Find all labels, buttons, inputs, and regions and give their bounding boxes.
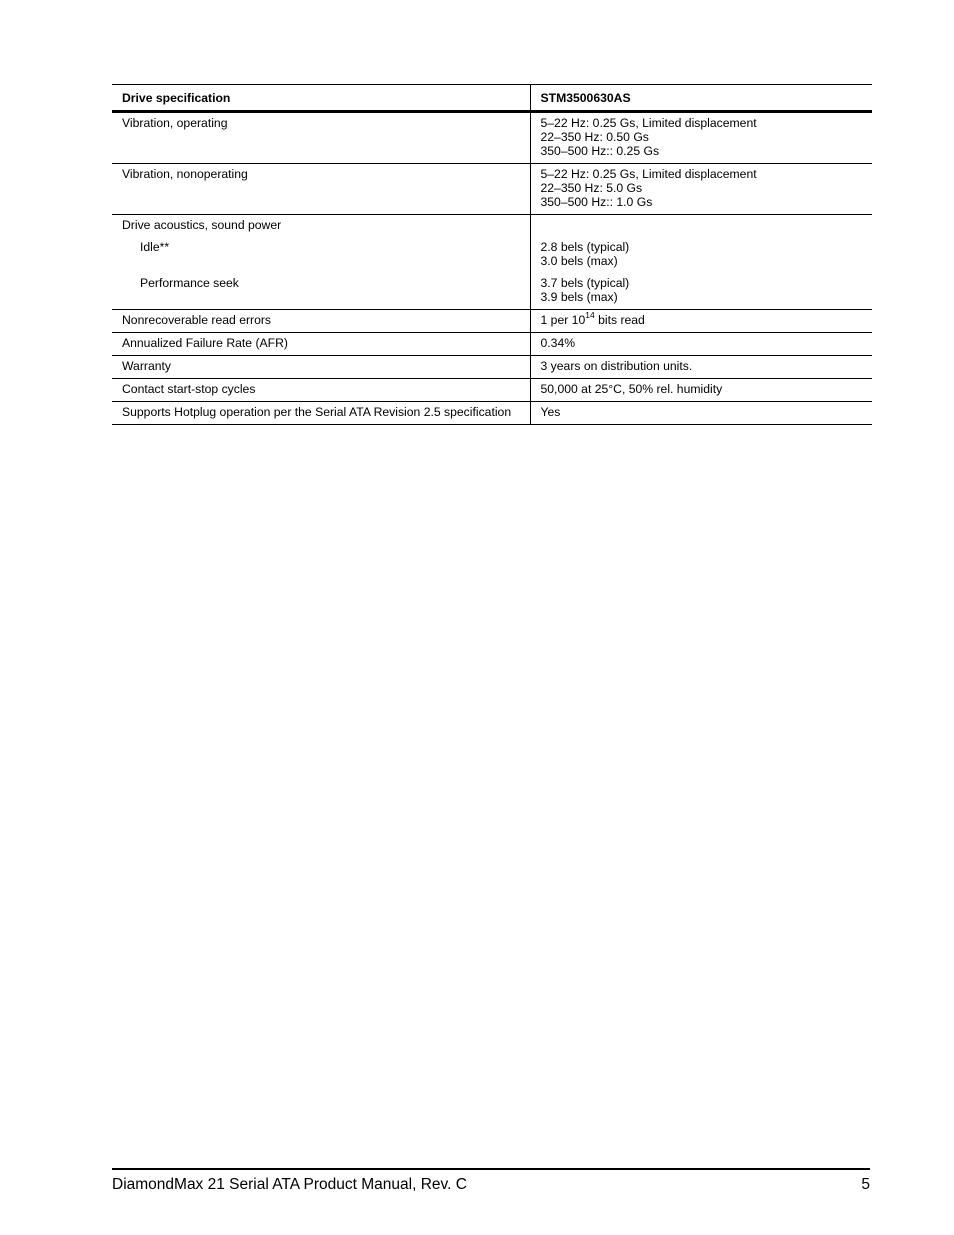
row-value-warranty: 3 years on distribution units. bbox=[530, 356, 872, 379]
row-value-vibration-nonoperating bbox=[530, 164, 872, 215]
row-value-hotplug: Yes bbox=[530, 402, 872, 425]
row-value-afr: 0.34% bbox=[530, 333, 872, 356]
table-row bbox=[112, 356, 872, 379]
value-line: 3.0 bels (max) bbox=[540, 254, 618, 268]
footer-page-number: 5 bbox=[861, 1176, 870, 1193]
row-label-warranty: Warranty bbox=[112, 356, 530, 379]
value-line: 2.8 bels (typical) bbox=[540, 240, 630, 254]
row-label-hotplug: Supports Hotplug operation per the Serial ATA Revision 2.5 specification bbox=[112, 402, 530, 425]
value-line: 5–22 Hz: 0.25 Gs, Limited displacement bbox=[540, 116, 757, 130]
table-row bbox=[112, 310, 872, 333]
acoustics-seek-label: Performance seek bbox=[140, 276, 239, 290]
footer-document-title: DiamondMax 21 Serial ATA Product Manual, Rev. C bbox=[112, 1176, 467, 1193]
read-errors-suffix: bits read bbox=[594, 313, 645, 327]
value-line: 22–350 Hz: 0.50 Gs bbox=[540, 130, 649, 144]
row-label-vibration-operating: Vibration, operating bbox=[112, 112, 530, 164]
row-value-acoustics bbox=[530, 215, 872, 310]
value-line: 22–350 Hz: 5.0 Gs bbox=[540, 181, 643, 195]
table-header-row bbox=[112, 85, 872, 112]
row-value-read-errors bbox=[530, 310, 872, 333]
table-row bbox=[112, 402, 872, 425]
row-label-acoustics bbox=[112, 215, 530, 310]
table-row bbox=[112, 215, 872, 310]
row-label-read-errors: Nonrecoverable read errors bbox=[112, 310, 530, 333]
table-row bbox=[112, 333, 872, 356]
row-value-vibration-operating bbox=[530, 112, 872, 164]
value-line: 3.9 bels (max) bbox=[540, 290, 618, 304]
drive-spec-table bbox=[112, 84, 872, 425]
footer-divider bbox=[112, 1168, 870, 1170]
read-errors-prefix: 1 per 10 bbox=[540, 313, 586, 327]
value-line: 5–22 Hz: 0.25 Gs, Limited displacement bbox=[540, 167, 757, 181]
read-errors-exponent: 14 bbox=[585, 309, 595, 320]
header-model-number: STM3500630AS bbox=[530, 85, 872, 112]
acoustics-label: Drive acoustics, sound power bbox=[122, 218, 282, 232]
table-row bbox=[112, 164, 872, 215]
table-row bbox=[112, 379, 872, 402]
row-label-start-stop: Contact start-stop cycles bbox=[112, 379, 530, 402]
table-row bbox=[112, 112, 872, 164]
value-line: 350–500 Hz:: 1.0 Gs bbox=[540, 195, 653, 209]
row-label-afr: Annualized Failure Rate (AFR) bbox=[112, 333, 530, 356]
value-line: 3.7 bels (typical) bbox=[540, 276, 630, 290]
row-label-vibration-nonoperating: Vibration, nonoperating bbox=[112, 164, 530, 215]
header-drive-specification: Drive specification bbox=[112, 85, 530, 112]
value-line: 350–500 Hz:: 0.25 Gs bbox=[540, 144, 660, 158]
acoustics-idle-label: Idle** bbox=[140, 240, 170, 254]
row-value-start-stop: 50,000 at 25°C, 50% rel. humidity bbox=[530, 379, 872, 402]
